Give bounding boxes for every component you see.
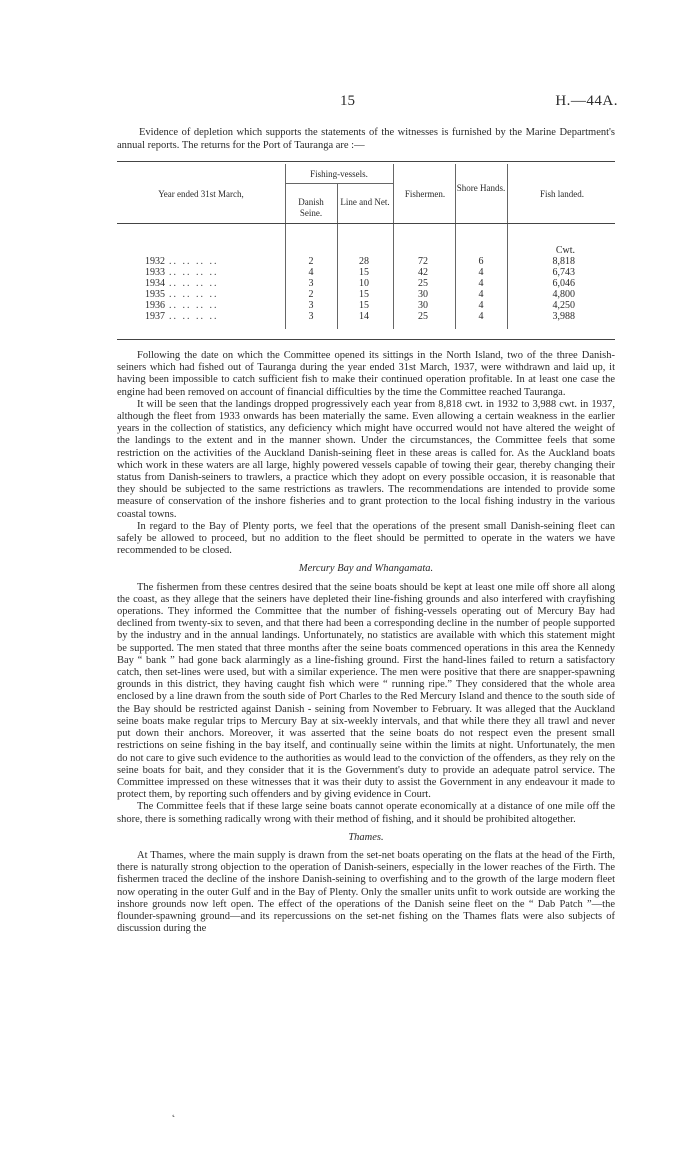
fish-cell: 4,250 bbox=[552, 300, 575, 311]
header-bottom-rule bbox=[117, 223, 615, 224]
header-year: Year ended 31st March, bbox=[158, 189, 244, 199]
document-reference: H.—44A. bbox=[555, 93, 618, 109]
leader-dots: .. .. .. .. bbox=[169, 267, 219, 278]
table-row bbox=[117, 278, 615, 289]
fishermen-cell: 25 bbox=[418, 278, 428, 289]
danish-cell: 3 bbox=[308, 300, 314, 311]
fish-cell: 8,818 bbox=[552, 256, 575, 267]
fishermen-cell: 30 bbox=[418, 300, 428, 311]
year-cell: 1936 bbox=[145, 300, 165, 311]
year-cell: 1933 bbox=[145, 267, 165, 278]
table-row bbox=[117, 267, 615, 278]
intro-paragraph bbox=[117, 126, 615, 152]
line-cell: 15 bbox=[359, 267, 369, 278]
table-top-rule bbox=[117, 161, 615, 162]
header-danish-seine: Danish Seine. bbox=[298, 197, 324, 218]
shore-cell: 4 bbox=[478, 267, 484, 278]
header-sub-rule bbox=[285, 183, 393, 184]
line-cell: 15 bbox=[359, 289, 369, 300]
table-row bbox=[117, 289, 615, 300]
leader-dots: .. .. .. .. bbox=[169, 300, 219, 311]
header-line-net: Line and Net. bbox=[340, 197, 390, 207]
unit-label: Cwt. bbox=[555, 245, 575, 256]
leader-dots: .. .. .. .. bbox=[169, 278, 219, 289]
fishermen-cell: 30 bbox=[418, 289, 428, 300]
header-fishermen: Fishermen. bbox=[404, 189, 446, 199]
unit-row bbox=[117, 245, 615, 256]
line-cell: 15 bbox=[359, 300, 369, 311]
table-row bbox=[117, 311, 615, 322]
shore-cell: 4 bbox=[478, 300, 484, 311]
year-cell: 1935 bbox=[145, 289, 165, 300]
year-cell: 1937 bbox=[145, 311, 165, 322]
line-cell: 28 bbox=[359, 256, 369, 267]
leader-dots: .. .. .. .. bbox=[169, 256, 219, 267]
shore-cell: 4 bbox=[478, 278, 484, 289]
fish-cell: 6,046 bbox=[552, 278, 575, 289]
section-heading: Thames. bbox=[348, 831, 384, 843]
fishermen-cell: 72 bbox=[418, 256, 428, 267]
danish-cell: 2 bbox=[308, 256, 314, 267]
page-number: 15 bbox=[340, 93, 355, 109]
fish-cell: 6,743 bbox=[552, 267, 575, 278]
paragraph: Following the date on which the Committee opened its sittings in the North Island, two of the three Danish-seiners which had fished out of Tauranga during the year ended 31st March, 1937, were withdrawn and laid up, it having been impossible to catch sufficient fish to make their continued operation profitable. In at least one case the engine had been removed on account of financial difficulties by the time the Committee reached Tauranga. bbox=[117, 350, 615, 398]
danish-cell: 4 bbox=[308, 267, 314, 278]
table-row bbox=[117, 300, 615, 311]
paragraph: In regard to the Bay of Plenty ports, we feel that the operations of the present small Danish-seining fleet can safely be allowed to proceed, but no addition to the fleet should be permitted to operate in the waters we have recommended to be closed. bbox=[117, 520, 615, 557]
year-cell: 1934 bbox=[145, 278, 165, 289]
intro-text: Evidence of depletion which supports the statements of the witnesses is furnished by the Marine Department's annual reports. The returns for the Port of Tauranga are :— bbox=[117, 127, 615, 151]
leader-dots: .. .. .. .. bbox=[169, 311, 219, 322]
danish-cell: 3 bbox=[308, 278, 314, 289]
fishermen-cell: 42 bbox=[418, 267, 428, 278]
paragraph: At Thames, where the main supply is drawn from the set-net boats operating on the flats at the head of the Firth, there is naturally strong objection to the operation of Danish-seiners, especially in the lower reaches of the Firth. The fishermen traced the decline of the inshore Danish-seining to overfishing and to the growth of the large modern fleet now operating in the outer Gulf and in the Bay of Plenty. Only the smaller units unfit to work outside are working the inshore grounds now left open. The effect of the operations of the Danish seine fleet on the “ Dab Patch ”—the flounder-spawning ground—and its repercussions on the set-net fishing on the Thames flats were also subjects of discussion during the bbox=[117, 849, 615, 935]
paragraph: It will be seen that the landings dropped progressively each year from 8,818 cwt. in 1932 to 3,988 cwt. in 1937, although the fleet from 1933 onwards has been materially the same. Even allowing a certain weakness in the earlier years in the collection of statistics, any deficiency which might have occurred would not have altered the weight of the landings to the extent and in the manner shown. Under the circumstances, the Committee feels that some restriction on the activities of the Auckland Danish-seining fleet in these areas is called for. As the Auckland boats which work in these waters are all large, highly powered vessels capable of towing their gear, thereby changing their status from Danish-seiners to trawlers, a practice which they adopt on every possible occasion, it is reasonable that they should be subjected to the same restrictions as trawlers. The recommendations are intended to provide some measure of conservation of the inshore fisheries and to grant protection to the local fishing industry in the various coastal towns. bbox=[117, 398, 615, 520]
danish-cell: 2 bbox=[308, 289, 314, 300]
line-cell: 14 bbox=[359, 311, 369, 322]
shore-cell: 6 bbox=[478, 256, 484, 267]
body-text bbox=[117, 350, 615, 935]
fish-cell: 3,988 bbox=[552, 311, 575, 322]
paragraph: The Committee feels that if these large seine boats cannot operate economically at a distance of one mile off the shore, there is something radically wrong with their method of fishing, and it should be prohibited altogether. bbox=[117, 801, 615, 825]
shore-cell: 4 bbox=[478, 311, 484, 322]
shore-cell: 4 bbox=[478, 289, 484, 300]
header-shore-hands: Shore Hands. bbox=[456, 183, 506, 193]
fish-cell: 4,800 bbox=[552, 289, 575, 300]
danish-cell: 3 bbox=[308, 311, 314, 322]
header-fish-landed: Fish landed. bbox=[540, 189, 584, 199]
table-row bbox=[117, 256, 615, 267]
table-bottom-rule bbox=[117, 339, 615, 340]
paragraph: The fishermen from these centres desired that the seine boats should be kept at least one mile off shore all along the coast, as they allege that the seiners have depleted their line-fishing grounds and also interfered with crayfishing operations. They informed the Committee that the number of fishing-vessels operating out of Mercury Bay had declined from twenty-six to seven, and that there had been a corresponding decline in the number of people supported by the industry and in the annual landings. Unfortunately, no statistics are available with which this statement might be supported. The men stated that three months after the seine boats commenced operations in this area the Kennedy Bay “ bank ” had gone back alarmingly as a line-fishing ground. First the hand-lines failed to return a satisfactory catch, then set-lines were used, but with a similar experience. The men were positive that there are snapper-spawning grounds in this district, they having caught fish which were “ running ripe.” They considered that the whole area enclosed by a line drawn from the south side of Port Charles to the Red Mercury Island and thence to the south side of the Bay should be restricted against Danish - seining from November to February. It was alleged that the Auckland seine boats make regular trips to Mercury Bay at six-weekly intervals, and that while there they all trawl and never put down their anchors. Moreover, it was asserted that the seine boats do not respect even the present small restrictions on seine fishing in the bay itself, and continually seine within the limits at night. Unfortunately, the men do not care to give such evidence to the authorities as would lead to the conviction of the offenders, as they rely on the seine boats for bait, and they consider that it is the Government's duty to provide an adequate patrol service. The Committee impressed on these witnesses that it was their duty to assist the Government in any endeavour it made to protect them, by reporting such offenders and by giving evidence in Court. bbox=[117, 581, 615, 801]
stray-mark: ˛ bbox=[172, 1107, 176, 1118]
line-cell: 10 bbox=[359, 278, 369, 289]
section-heading: Mercury Bay and Whangamata. bbox=[298, 563, 434, 575]
leader-dots: .. .. .. .. bbox=[169, 289, 219, 300]
header-fishing-vessels: Fishing-vessels. bbox=[310, 169, 368, 179]
year-cell: 1932 bbox=[145, 256, 165, 267]
fishermen-cell: 25 bbox=[418, 311, 428, 322]
